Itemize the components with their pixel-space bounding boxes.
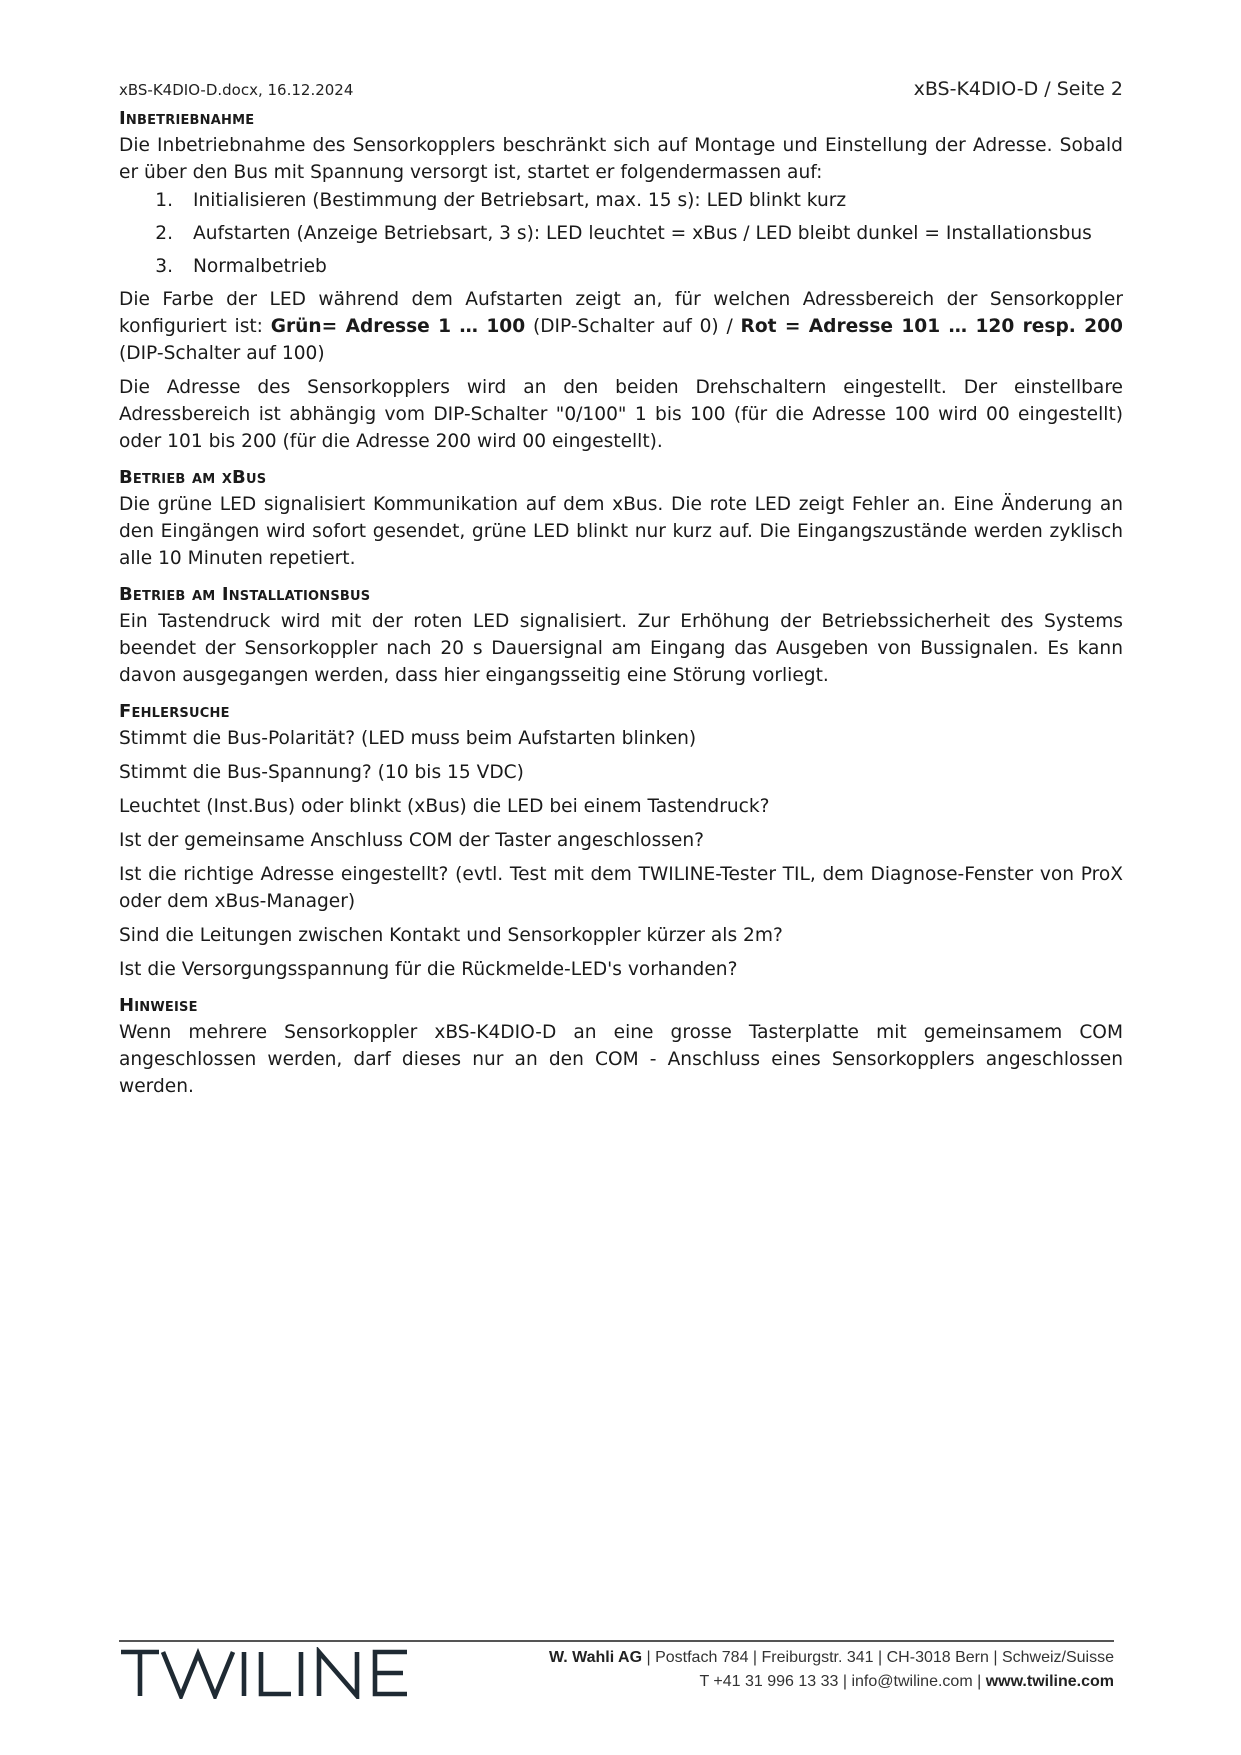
header-page-number: xBS-K4DIO-D / Seite 2 [913,78,1123,100]
heading-inbetriebnahme: Inbetriebnahme [119,108,255,129]
bold-text-green: Grün= Adresse 1 … 100 [270,316,526,337]
text-run: (DIP-Schalter auf 100) [119,343,325,364]
footer-phone-email: T +41 31 996 13 33 | info@twiline.com | [699,1673,986,1690]
footer-website-link[interactable]: www.twiline.com [985,1673,1114,1690]
heading-betrieb-xbus: Betrieb am xBus [119,467,267,488]
list-number: 3. [155,256,173,277]
bold-text-red: Rot = Adresse 101 … 120 resp. 200 [740,316,1123,337]
list-text: Initialisieren (Bestimmung der Betriebsart, max. 15 s): LED blinkt kurz [193,190,847,211]
paragraph-address: Die Adresse des Sensorkopplers wird an den beiden Drehschaltern eingestellt. Der einstellbare Adressbereich ist abhängig vom DIP-Schalter "0/100" 1 bis 100 (für die Adresse 100 wird 00 eingestellt) oder 101 bis 200 (für die Adresse 200 wird 00 eingestellt). [119,377,1123,452]
list-item [119,253,1123,280]
list-text: Aufstarten (Anzeige Betriebsart, 3 s): LED leuchtet = xBus / LED bleibt dunkel = Installationsbus [193,223,1092,244]
header-filename-date: xBS-K4DIO-D.docx, 16.12.2024 [119,81,354,99]
startup-steps-list [119,187,1123,280]
troubleshooting-item: Ist die richtige Adresse eingestellt? (evtl. Test mit dem TWILINE-Tester TIL, dem Diagnose-Fenster von ProX oder dem xBus-Manager) [119,864,1123,912]
heading-hinweise: Hinweise [119,995,198,1016]
paragraph-installationsbus: Ein Tastendruck wird mit der roten LED signalisiert. Zur Erhöhung der Betriebssicherheit des Systems beendet der Sensorkoppler nach 20 s Dauersignal am Eingang das Ausgeben von Bussignalen. Es kann davon ausgegangen werden, dass hier eingangsseitig eine Störung vorliegt. [119,611,1123,686]
footer-address-line [549,1646,1114,1670]
paragraph-inbetrieb-intro: Die Inbetriebnahme des Sensorkopplers beschränkt sich auf Montage und Einstellung der Adresse. Sobald er über den Bus mit Spannung versorgt ist, startet er folgendermassen auf: [119,135,1123,183]
footer-contact [549,1646,1114,1694]
troubleshooting-item: Ist der gemeinsame Anschluss COM der Taster angeschlossen? [119,830,705,851]
paragraph-hinweise: Wenn mehrere Sensorkoppler xBS-K4DIO-D an eine grosse Tasterplatte mit gemeinsamem COM angeschlossen werden, darf dieses nur an den COM - Anschluss eines Sensorkopplers angeschlossen werden. [119,1022,1123,1097]
troubleshooting-item: Leuchtet (Inst.Bus) oder blinkt (xBus) die LED bei einem Tastendruck? [119,796,770,817]
troubleshooting-item: Stimmt die Bus-Polarität? (LED muss beim Aufstarten blinken) [119,728,697,749]
paragraph-led-color [119,286,1123,367]
troubleshooting-item: Stimmt die Bus-Spannung? (10 bis 15 VDC) [119,762,524,783]
footer-company: W. Wahli AG [549,1649,643,1666]
paragraph-xbus: Die grüne LED signalisiert Kommunikation auf dem xBus. Die rote LED zeigt Fehler an. Eine Änderung an den Eingängen wird sofort gesendet, grüne LED blinkt nur kurz auf. Die Eingangszustände werden zyklisch alle 10 Minuten repetiert. [119,494,1123,569]
list-item [119,220,1123,247]
heading-betrieb-installationsbus: Betrieb am Installationsbus [119,584,371,605]
footer-contact-line [549,1670,1114,1694]
footer-divider [119,1640,1114,1642]
troubleshooting-item: Sind die Leitungen zwischen Kontakt und Sensorkoppler kürzer als 2m? [119,925,783,946]
list-item [119,187,1123,214]
list-number: 2. [155,223,173,244]
document-body [119,106,1123,1107]
list-number: 1. [155,190,173,211]
heading-fehlersuche: Fehlersuche [119,701,230,722]
footer-address: | Postfach 784 | Freiburgstr. 341 | CH-3018 Bern | Schweiz/Suisse [642,1649,1114,1666]
list-text: Normalbetrieb [193,256,327,277]
twiline-logo [119,1647,424,1699]
text-run: Die Farbe der LED während dem Aufstarten zeigt an, für welchen Adressbereich der Sensorkoppler konfiguriert ist: [119,289,1123,337]
text-run: (DIP-Schalter auf 0) / [525,316,741,337]
troubleshooting-item: Ist die Versorgungsspannung für die Rückmelde-LED's vorhanden? [119,959,738,980]
